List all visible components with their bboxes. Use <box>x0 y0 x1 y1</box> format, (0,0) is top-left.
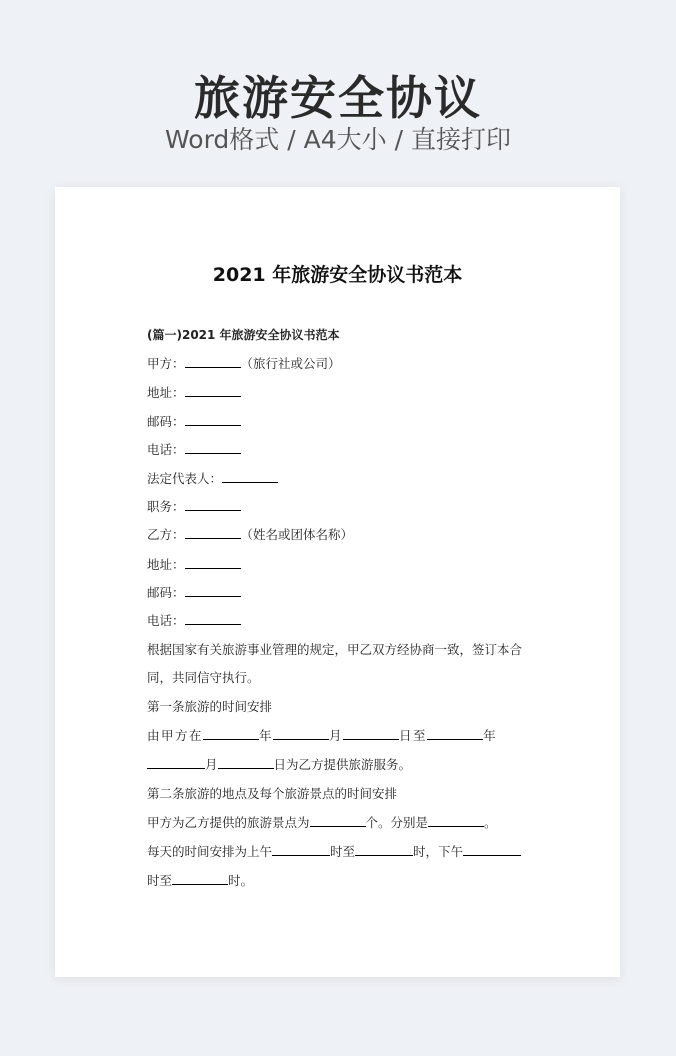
document-title: 2021 年旅游安全协议书范本 <box>212 264 463 286</box>
text: 月 <box>329 728 344 743</box>
text: 时至 <box>330 844 356 859</box>
end-year-blank[interactable] <box>427 728 483 740</box>
text: 日至 <box>399 728 428 743</box>
position-label: 职务： <box>147 499 185 514</box>
text: 个。分别是 <box>365 815 429 830</box>
section-heading: (篇一)2021 年旅游安全协议书范本 <box>147 328 340 342</box>
spot-names-blank[interactable] <box>428 815 484 827</box>
party-b-postcode-line <box>147 583 547 601</box>
party-a-postcode-blank[interactable] <box>185 414 241 426</box>
party-a-address-blank[interactable] <box>185 385 241 397</box>
morning-start-blank[interactable] <box>272 844 330 856</box>
start-year-blank[interactable] <box>203 728 259 740</box>
party-a-postcode-line <box>147 412 547 430</box>
phone-label: 电话： <box>147 442 185 457</box>
party-b-blank[interactable] <box>185 527 241 539</box>
paragraph-line: 根据国家有关旅游事业管理的规定，甲乙双方经协商一致，签订本合 <box>147 642 523 657</box>
party-a-label: 甲方： <box>147 356 185 371</box>
article-2-title: 第二条旅游的地点及每个旅游景点的时间安排 <box>147 786 398 801</box>
party-b-address-line <box>147 555 547 573</box>
address-label: 地址： <box>147 385 185 400</box>
text: 每天的时间安排为上午 <box>147 844 273 859</box>
article-2-line-3 <box>147 871 547 889</box>
party-a-phone-line <box>147 440 547 458</box>
party-b-postcode-blank[interactable] <box>185 585 241 597</box>
party-b-label: 乙方： <box>147 527 185 542</box>
text: 甲方为乙方提供的旅游景点为 <box>147 815 310 830</box>
paragraph-line: 同，共同信守执行。 <box>147 670 260 685</box>
party-b-note: （姓名或团体名称） <box>240 527 354 542</box>
spot-count-blank[interactable] <box>310 815 366 827</box>
text: 年 <box>259 728 274 743</box>
legal-rep-blank[interactable] <box>222 471 278 483</box>
party-a-phone-blank[interactable] <box>185 442 241 454</box>
text: 时。 <box>228 873 254 888</box>
morning-end-blank[interactable] <box>355 844 413 856</box>
postcode-label: 邮码： <box>147 585 185 600</box>
text: 时，下午 <box>413 844 464 859</box>
afternoon-end-blank[interactable] <box>172 873 228 885</box>
position-blank[interactable] <box>185 499 241 511</box>
banner-subtitle: Word格式 / A4大小 / 直接打印 <box>165 125 511 154</box>
start-day-blank[interactable] <box>343 728 399 740</box>
party-b-address-blank[interactable] <box>185 557 241 569</box>
legal-rep-label: 法定代表人： <box>147 471 223 486</box>
article-2-line-1 <box>147 813 547 831</box>
article-1-line-1 <box>147 726 547 744</box>
document-page <box>55 187 620 977</box>
legal-rep-line <box>147 469 547 487</box>
party-b-phone-line <box>147 611 547 629</box>
text: 时至 <box>147 873 173 888</box>
party-a-line <box>147 354 547 372</box>
postcode-label: 邮码： <box>147 414 185 429</box>
party-a-address-line <box>147 383 547 401</box>
end-day-blank[interactable] <box>218 757 274 769</box>
end-month-blank[interactable] <box>147 757 205 769</box>
address-label: 地址： <box>147 557 185 572</box>
party-b-phone-blank[interactable] <box>185 613 241 625</box>
article-2-line-2 <box>147 842 547 860</box>
afternoon-start-blank[interactable] <box>463 844 521 856</box>
text: 。 <box>484 815 497 830</box>
phone-label: 电话： <box>147 613 185 628</box>
text: 月 <box>205 757 218 772</box>
article-1-title: 第一条旅游的时间安排 <box>147 699 273 714</box>
text: 年 <box>483 728 498 743</box>
text: 由甲方在 <box>147 728 204 743</box>
party-a-blank[interactable] <box>185 356 241 368</box>
party-b-line <box>147 525 547 543</box>
article-1-line-2 <box>147 755 547 773</box>
start-month-blank[interactable] <box>273 728 329 740</box>
text: 日为乙方提供旅游服务。 <box>273 757 412 772</box>
party-a-note: （旅行社或公司） <box>240 356 341 371</box>
position-line <box>147 497 547 515</box>
banner-title: 旅游安全协议 <box>194 71 482 125</box>
